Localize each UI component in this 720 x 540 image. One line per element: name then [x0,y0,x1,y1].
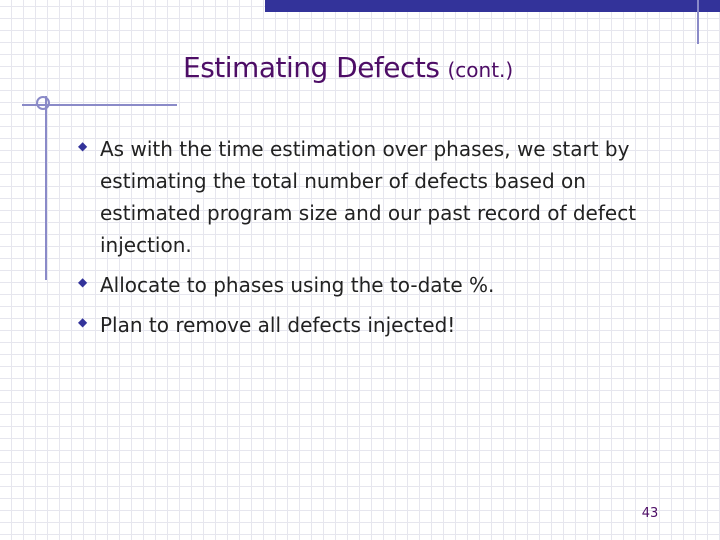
diamond-bullet-icon: ◆ [78,315,88,329]
slide-title-main: Estimating Defects [183,51,440,84]
slide-title [183,50,513,82]
diamond-bullet-icon: ◆ [78,139,88,153]
top-accent-bar [265,0,720,12]
bullet-item [78,309,678,341]
bullet-item [78,269,678,301]
bullet-list [78,133,678,349]
slide-title-suffix: (cont.) [447,58,514,82]
bullet-item [78,133,678,261]
diamond-bullet-icon: ◆ [78,275,88,289]
bullet-text: As with the time estimation over phases, we start by estimating the total number of defects based on estimated program size and our past record of defect injection. [100,137,637,257]
circle-ornament [36,96,50,110]
top-right-vertical-line [697,0,699,44]
page-number: 43 [641,506,659,521]
bullet-text: Plan to remove all defects injected! [100,313,456,337]
bullet-text: Allocate to phases using the to-date %. [100,273,495,297]
left-vertical-line [45,96,47,280]
